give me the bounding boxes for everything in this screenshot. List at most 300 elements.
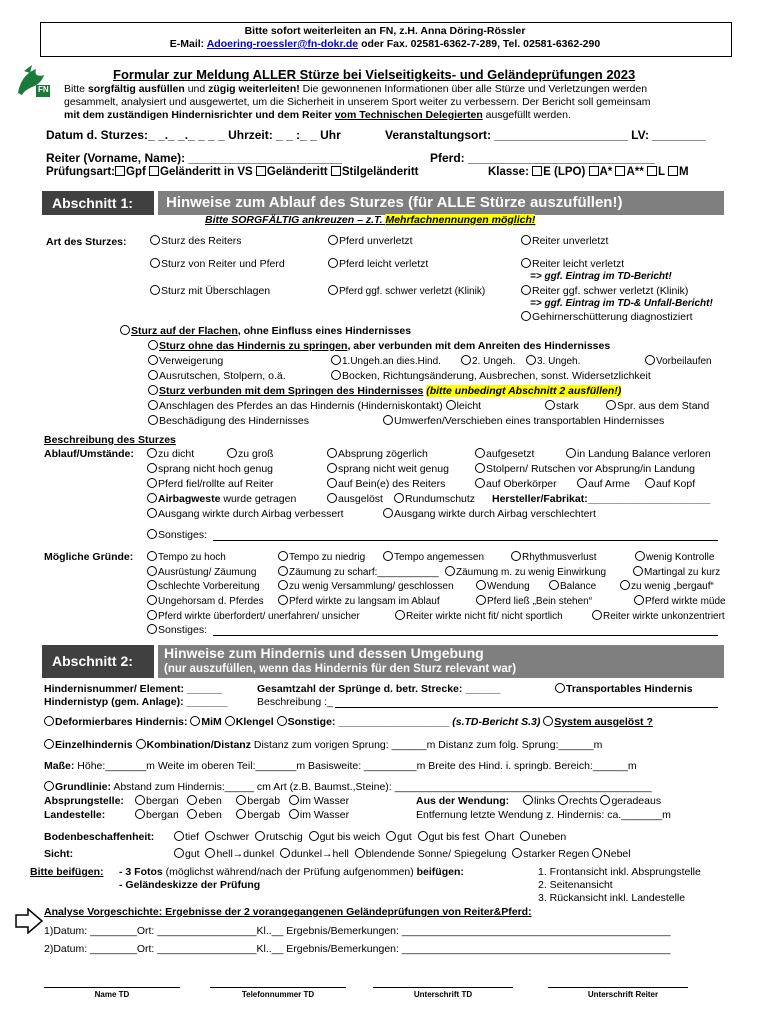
opt-reiter-schwer[interactable] xyxy=(521,285,688,297)
radio-icon[interactable] xyxy=(592,848,602,858)
opt-umwerfen[interactable] xyxy=(383,415,664,427)
radio-icon[interactable] xyxy=(147,508,157,518)
opt-label: Absprung zögerlich xyxy=(338,448,428,460)
radio-icon[interactable] xyxy=(147,624,157,634)
radio-icon[interactable] xyxy=(331,355,341,365)
opt-label: Wendung xyxy=(487,581,530,592)
checkbox-a[interactable] xyxy=(589,166,599,176)
checkbox-stil[interactable] xyxy=(331,166,341,176)
opt-nicht-fit[interactable] xyxy=(395,610,563,622)
radio-icon[interactable] xyxy=(328,235,338,245)
radio-icon[interactable] xyxy=(147,529,157,539)
opt-label: rechts xyxy=(568,795,598,807)
opt-bergauf[interactable] xyxy=(620,580,714,592)
radio-icon[interactable] xyxy=(645,355,655,365)
intro-3b: vom Technischen Delegierten xyxy=(334,109,483,121)
radio-icon[interactable] xyxy=(205,831,215,841)
sign-unterschrift-td: Unterschrift TD xyxy=(413,990,473,999)
intro-line1 xyxy=(64,83,647,95)
checkbox-m[interactable] xyxy=(668,166,678,176)
opt-label: Ausrüstung/ Zäumung xyxy=(158,567,257,578)
radio-icon[interactable] xyxy=(148,355,158,365)
radio-icon[interactable] xyxy=(225,716,235,726)
radio-icon[interactable] xyxy=(600,795,610,805)
radio-icon[interactable] xyxy=(150,235,160,245)
opt-ueberfordert[interactable] xyxy=(147,610,360,622)
opt-label: Sturz auf der Flachen xyxy=(131,325,238,337)
radio-icon[interactable] xyxy=(545,400,555,410)
opt-label: eben xyxy=(198,809,222,821)
radio-icon[interactable] xyxy=(278,566,288,576)
pferd-field[interactable]: Pferd: ____________________________ xyxy=(430,151,655,165)
intro-line3 xyxy=(64,109,571,121)
radio-icon[interactable] xyxy=(526,355,536,365)
opt-label: starker Regen xyxy=(523,848,590,860)
opt-sturz-reiter-pferd[interactable] xyxy=(150,258,285,270)
intro-3c: ausgefüllt werden. xyxy=(482,109,571,121)
opt-pferd-schwer[interactable] xyxy=(328,285,485,297)
wendung-opts xyxy=(523,795,661,807)
opt-label: Transportables Hindernis xyxy=(566,683,693,695)
radio-icon[interactable] xyxy=(44,716,54,726)
radio-icon[interactable] xyxy=(277,716,287,726)
radio-icon[interactable] xyxy=(135,795,145,805)
bf-beif: beifügen: xyxy=(416,866,464,878)
checkbox-a2[interactable] xyxy=(615,166,625,176)
radio-icon[interactable] xyxy=(549,580,559,590)
radio-icon[interactable] xyxy=(635,551,645,561)
opt-label: Sturz verbunden mit dem Springen des Hindernisses xyxy=(159,385,424,397)
radio-icon[interactable] xyxy=(150,285,160,295)
a2-label: A** xyxy=(626,166,644,178)
radio-icon[interactable] xyxy=(147,478,157,488)
radio-icon[interactable] xyxy=(255,831,265,841)
opt-label: Umwerfen/Verschieben eines transportablen Hindernisses xyxy=(394,415,665,427)
radio-icon[interactable] xyxy=(521,311,531,321)
vorgeschichte-2[interactable]: 2)Datum: ________Ort: _________________Kl..__ Ergebnis/Bemerkungen: ______________________________________________ xyxy=(44,943,671,955)
header-line2 xyxy=(0,38,770,50)
radio-icon[interactable] xyxy=(445,566,455,576)
hindernistyp-field[interactable]: Hindernistyp (gem. Anlage): _______ xyxy=(44,696,228,708)
opt-label-2: wurde getragen xyxy=(220,493,297,505)
radio-icon[interactable] xyxy=(327,493,337,503)
opt-label: bergab xyxy=(247,809,281,821)
opt-tempo-hoch[interactable] xyxy=(147,551,226,563)
klengel-label: Klengel xyxy=(235,716,274,728)
radio-icon[interactable] xyxy=(148,370,158,380)
radio-icon[interactable] xyxy=(475,463,485,473)
opt-label: auf Arme xyxy=(588,478,631,490)
opt-label: Sturz mit Überschlagen xyxy=(161,285,271,297)
radio-icon[interactable] xyxy=(148,400,158,410)
radio-icon[interactable] xyxy=(309,831,319,841)
masse-row xyxy=(44,760,637,772)
opt-zu-dicht[interactable] xyxy=(147,448,194,460)
opt-sonstiges-1[interactable] xyxy=(147,529,207,541)
distanz-fields[interactable]: Distanz zum vorigen Sprung: ______m Distanz zum folg. Sprung:______m xyxy=(253,739,603,751)
radio-icon[interactable] xyxy=(328,258,338,268)
opt-flach[interactable] xyxy=(120,325,411,337)
opt-vorbeilaufen[interactable] xyxy=(645,355,712,367)
radio-icon[interactable] xyxy=(147,580,157,590)
opt-label: stark xyxy=(556,400,579,412)
opt-pferd-fiel[interactable] xyxy=(147,478,274,490)
radio-icon[interactable] xyxy=(633,566,643,576)
grundlinie-fields[interactable]: Abstand zum Hindernis:_____ cm Art (z.B. Baumst.,Steine): ____________________________________________ xyxy=(111,781,652,793)
opt-label: eben xyxy=(198,795,222,807)
opt-label: Sturz des Reiters xyxy=(161,235,242,247)
checkbox-gelaendeVS[interactable] xyxy=(149,166,159,176)
opt-absprung[interactable] xyxy=(327,448,428,460)
opt-label: Balance xyxy=(560,581,597,592)
opt-muede[interactable] xyxy=(634,595,726,607)
opt-label: bergab xyxy=(247,795,281,807)
opt-wendung[interactable] xyxy=(476,580,530,592)
stil-label: Stilgeländeritt xyxy=(341,166,419,178)
intro-1a: Bitte xyxy=(64,83,88,95)
opt-kopf[interactable] xyxy=(645,478,695,490)
section1-subtitle xyxy=(205,214,535,226)
opt-label: Ausgang wirkte durch Airbag verbessert xyxy=(158,508,344,520)
radio-icon[interactable] xyxy=(280,848,290,858)
opt-label: bergan xyxy=(146,795,179,807)
radio-icon[interactable] xyxy=(327,448,337,458)
opt-label: geradeaus xyxy=(611,795,662,807)
opt-verweigerung[interactable] xyxy=(148,355,223,367)
opt-oberkoerper[interactable] xyxy=(475,478,557,490)
sign-tel-td: Telefonnummer TD xyxy=(241,990,315,999)
opt-label: sprang nicht hoch genug xyxy=(158,463,274,475)
boden-opts xyxy=(174,831,566,843)
radio-icon[interactable] xyxy=(475,448,485,458)
opt-mit-springen[interactable] xyxy=(148,385,621,397)
opt-label: schlechte Vorbereitung xyxy=(158,581,260,592)
opt-label: rutschig xyxy=(265,831,303,843)
radio-icon[interactable] xyxy=(148,340,158,350)
foto-3: 3. Rückansicht inkl. Landestelle xyxy=(538,892,686,904)
radio-icon[interactable] xyxy=(174,831,184,841)
opt-label: hart xyxy=(496,831,515,843)
sign-line-reiter[interactable] xyxy=(548,987,688,988)
radio-icon[interactable] xyxy=(147,448,157,458)
pruefungsart-row xyxy=(46,166,419,178)
opt-nicht-hoch[interactable] xyxy=(147,463,273,475)
opt-label: gut xyxy=(185,848,200,860)
opt-unkonzentriert[interactable] xyxy=(592,610,725,622)
opt-label: tief xyxy=(185,831,200,843)
opt-reiter-unverletzt[interactable] xyxy=(521,235,608,247)
radio-icon[interactable] xyxy=(566,448,576,458)
radio-icon[interactable] xyxy=(383,508,393,518)
radio-icon[interactable] xyxy=(383,551,393,561)
opt-transportabel[interactable] xyxy=(555,683,693,695)
radio-icon[interactable] xyxy=(150,258,160,268)
radio-icon[interactable] xyxy=(592,610,602,620)
intro-1e: Die gewonnenen Informationen über alle Stürze und Verletzungen werden xyxy=(299,83,648,95)
opt-wenig-kontrolle[interactable] xyxy=(635,551,714,563)
radio-icon[interactable] xyxy=(327,463,337,473)
beschreibung-field[interactable]: Beschreibung :_ xyxy=(257,696,333,708)
opt-label: auf Oberkörper xyxy=(486,478,557,490)
opt-label: wenig Kontrolle xyxy=(646,552,715,563)
hindernisnummer-field[interactable]: Hindernisnummer/ Element: ______ xyxy=(44,683,222,695)
opt-label: dunkel→hell xyxy=(291,848,349,860)
hersteller-field[interactable] xyxy=(492,493,710,505)
opt-rundum[interactable] xyxy=(394,493,475,505)
opt-label: Ausrutschen, Stolpern, o.ä. xyxy=(159,370,286,382)
opt-label: Tempo zu niedrig xyxy=(289,552,366,563)
checkbox-gpf[interactable] xyxy=(115,166,125,176)
landestelle-label: Landestelle: xyxy=(44,809,106,821)
opt-label: in Landung Balance verloren xyxy=(577,448,711,460)
radio-icon[interactable] xyxy=(44,781,54,791)
opt-ausruestung[interactable] xyxy=(147,566,256,578)
radio-icon[interactable] xyxy=(187,795,197,805)
gesamtzahl-field[interactable]: Gesamtzahl der Sprünge d. betr. Strecke: ______ xyxy=(257,683,501,695)
opt-1ungeh[interactable] xyxy=(331,355,441,367)
opt-bein[interactable] xyxy=(327,478,445,490)
radio-icon[interactable] xyxy=(278,580,288,590)
opt-zaeumung-wenig[interactable] xyxy=(445,566,606,578)
opt-rhythmus[interactable] xyxy=(511,551,596,563)
opt-label: Reiter wirkte unkonzentriert xyxy=(603,611,725,622)
radio-icon[interactable] xyxy=(446,400,456,410)
radio-icon[interactable] xyxy=(135,809,145,819)
opt-label: aufgesetzt xyxy=(486,448,535,460)
opt-martingal[interactable] xyxy=(633,566,720,578)
sign-line-name[interactable] xyxy=(44,987,180,988)
radio-icon[interactable] xyxy=(136,739,146,749)
opt-label: Verweigerung xyxy=(159,355,224,367)
email-link[interactable]: Adoering-roessler@fn-dokr.de xyxy=(206,38,359,50)
absprung-opts xyxy=(135,795,349,807)
radio-icon[interactable] xyxy=(476,595,486,605)
opt-aufgesetzt[interactable] xyxy=(475,448,534,460)
opt-label: im Wasser xyxy=(299,795,350,807)
radio-icon[interactable] xyxy=(521,285,531,295)
opt-ausgeloest[interactable] xyxy=(327,493,383,505)
opt-arme[interactable] xyxy=(577,478,630,490)
opt-tempo-angemessen[interactable] xyxy=(383,551,484,563)
opt-label-2: , ohne Einfluss eines Hindernisses xyxy=(237,325,412,337)
radio-icon[interactable] xyxy=(476,580,486,590)
radio-icon[interactable] xyxy=(148,415,158,425)
radio-icon[interactable] xyxy=(236,795,246,805)
radio-icon[interactable] xyxy=(485,831,495,841)
opt-pferd-leicht[interactable] xyxy=(328,258,428,270)
intro-1d: zügig weiterleiten! xyxy=(208,83,300,95)
reiter-field[interactable]: Reiter (Vorname, Name): _______________________ xyxy=(46,151,342,165)
radio-icon[interactable] xyxy=(555,683,565,693)
radio-icon[interactable] xyxy=(521,258,531,268)
checkbox-gelaende[interactable] xyxy=(256,166,266,176)
opt-tempo-niedrig[interactable] xyxy=(278,551,365,563)
radio-icon[interactable] xyxy=(190,716,200,726)
sonstiges-line-1[interactable] xyxy=(213,540,718,541)
sign-line-td[interactable] xyxy=(373,987,513,988)
radio-icon[interactable] xyxy=(355,848,365,858)
opt-label: Stolpern/ Rutschen vor Absprung/in Landung xyxy=(486,463,695,475)
radio-icon[interactable] xyxy=(120,325,130,335)
opt-versammlung[interactable] xyxy=(278,580,454,592)
opt-zaeumung-scharf[interactable] xyxy=(278,566,439,578)
opt-gehirnerschuetterung[interactable] xyxy=(521,311,693,323)
radio-icon[interactable] xyxy=(386,831,396,841)
opt-landung-balance[interactable] xyxy=(566,448,711,460)
opt-reiter-leicht[interactable] xyxy=(521,258,624,270)
opt-ueberschlagen[interactable] xyxy=(150,285,270,297)
opt-label: Martingal zu kurz xyxy=(644,567,721,578)
radio-icon[interactable] xyxy=(278,595,288,605)
beschreibung-line[interactable] xyxy=(335,707,718,708)
radio-icon[interactable] xyxy=(461,355,471,365)
opt-airbag[interactable] xyxy=(147,493,296,505)
opt-anschlagen[interactable] xyxy=(148,400,481,412)
sonstiges-line-2[interactable] xyxy=(213,635,718,636)
entfernung-field[interactable]: Entfernung letzte Wendung z. Hindernis: ca._______m xyxy=(416,809,671,821)
opt-airbag-schlechter[interactable] xyxy=(383,508,596,520)
gpf-label: Gpf xyxy=(126,166,146,178)
radio-icon[interactable] xyxy=(520,831,530,841)
opt-label: Reiter leicht verletzt xyxy=(532,258,625,270)
opt-airbag-besser[interactable] xyxy=(147,508,344,520)
opt-ohne-springen[interactable] xyxy=(148,340,610,352)
opt-label: bergan xyxy=(146,809,179,821)
opt-stolpern[interactable] xyxy=(475,463,695,475)
opt-label: 3. Ungeh. xyxy=(537,356,581,367)
checkbox-l[interactable] xyxy=(647,166,657,176)
opt-vorbereitung[interactable] xyxy=(147,580,260,592)
radio-icon[interactable] xyxy=(511,551,521,561)
radio-icon[interactable] xyxy=(512,848,522,858)
section2-header xyxy=(158,645,724,678)
opt-beschaedigung[interactable] xyxy=(148,415,309,427)
opt-label: Reiter ggf. schwer verletzt (Klinik) xyxy=(532,285,689,297)
radio-icon[interactable] xyxy=(289,795,299,805)
radio-icon[interactable] xyxy=(278,551,288,561)
sonstige-line[interactable]: ___________________ xyxy=(338,716,450,728)
radio-icon[interactable] xyxy=(418,831,428,841)
radio-icon[interactable] xyxy=(523,795,533,805)
opt-spr-stand[interactable] xyxy=(606,400,709,412)
radio-icon[interactable] xyxy=(236,809,246,819)
checkbox-e[interactable] xyxy=(532,166,542,176)
analyse-heading: Analyse Vorgeschichte: Ergebnisse der 2 vorangegangenen Geländeprüfungen von Reiter&Pferd: xyxy=(44,906,532,918)
radio-icon[interactable] xyxy=(328,285,338,295)
section2-title: Hinweise zum Hindernis und dessen Umgebung xyxy=(164,645,484,661)
radio-icon[interactable] xyxy=(645,478,655,488)
opt-3ungeh[interactable] xyxy=(526,355,580,367)
deform-label: Deformierbares Hindernis: xyxy=(55,716,188,728)
radio-icon[interactable] xyxy=(147,551,157,561)
opt-stark[interactable] xyxy=(545,400,579,412)
opt-label: Pferd wirkte müde xyxy=(645,596,726,607)
veranstaltung-field[interactable]: Veranstaltungsort: ____________________ LV: ________ xyxy=(385,128,706,142)
radio-icon[interactable] xyxy=(174,848,184,858)
radio-icon[interactable] xyxy=(383,415,393,425)
masse-label: Maße: xyxy=(44,760,75,772)
opt-label: gut bis weich xyxy=(319,831,381,843)
radio-icon[interactable] xyxy=(327,478,337,488)
radio-icon[interactable] xyxy=(577,478,587,488)
opt-bein-stehen[interactable] xyxy=(476,595,592,607)
radio-icon[interactable] xyxy=(187,809,197,819)
sub1: Bitte SORGFÄLTIG ankreuzen – z.T. xyxy=(205,214,386,226)
radio-icon[interactable] xyxy=(521,235,531,245)
radio-icon[interactable] xyxy=(394,493,404,503)
radio-icon[interactable] xyxy=(147,493,157,503)
opt-label: Reiter unverletzt xyxy=(532,235,609,247)
hint-td: => ggf. Eintrag im TD-Bericht! xyxy=(530,271,672,282)
opt-label: uneben xyxy=(531,831,567,843)
opt-label: Sturz von Reiter und Pferd xyxy=(161,258,285,270)
radio-icon[interactable] xyxy=(558,795,568,805)
radio-icon[interactable] xyxy=(475,478,485,488)
opt-ausrutschen[interactable] xyxy=(148,370,286,382)
opt-label: gut xyxy=(397,831,412,843)
opt-label: Ausgang wirkte durch Airbag verschlechtert xyxy=(394,508,596,520)
opt-ungehorsam[interactable] xyxy=(147,595,264,607)
fax-text: oder Fax. 02581-6362-7-289, Tel. 02581-6362-290 xyxy=(358,38,601,50)
hersteller-label: Hersteller/Fabrikat: xyxy=(492,493,588,505)
opt-nicht-weit[interactable] xyxy=(327,463,449,475)
opt-label: Pferd ließ „Bein stehen“ xyxy=(487,596,593,607)
radio-icon[interactable] xyxy=(147,566,157,576)
vorgeschichte-1[interactable]: 1)Datum: ________Ort: _________________Kl..__ Ergebnis/Bemerkungen: ______________________________________________ xyxy=(44,925,671,937)
opt-sonstiges-2[interactable] xyxy=(147,624,207,636)
opt-zu-gross[interactable] xyxy=(227,448,274,460)
radio-icon[interactable] xyxy=(395,610,405,620)
opt-sturz-reiter[interactable] xyxy=(150,235,242,247)
radio-icon[interactable] xyxy=(147,595,157,605)
radio-icon[interactable] xyxy=(331,370,341,380)
opt-bocken[interactable] xyxy=(331,370,651,382)
datum-field[interactable]: Datum d. Sturzes:_ _._ _._ _ _ _ Uhrzeit: _ _ :_ _ Uhr xyxy=(46,128,341,142)
opt-label: Tempo angemessen xyxy=(394,552,485,563)
opt-2ungeh[interactable] xyxy=(461,355,515,367)
radio-icon[interactable] xyxy=(205,848,215,858)
sign-line-tel[interactable] xyxy=(210,987,346,988)
radio-icon[interactable] xyxy=(543,716,553,726)
art-label: Art des Sturzes: xyxy=(46,236,127,248)
sicht-opts xyxy=(174,848,631,860)
radio-icon[interactable] xyxy=(227,448,237,458)
opt-label: zu wenig Versammlung/ geschlossen xyxy=(289,581,454,592)
radio-icon[interactable] xyxy=(606,400,616,410)
mim-label: MiM xyxy=(201,716,222,728)
l-label: L xyxy=(657,166,665,178)
radio-icon[interactable] xyxy=(148,385,158,395)
opt-label: Spr. aus dem Stand xyxy=(617,400,710,412)
masse-fields[interactable]: Höhe:_______m Weite im oberen Teil:_______m Basisweite: _________m Breite des Hind. i. springb. Bereich:______m xyxy=(77,760,637,772)
radio-icon[interactable] xyxy=(620,580,630,590)
opt-pferd-unverletzt[interactable] xyxy=(328,235,413,247)
opt-label: Pferd ggf. schwer verletzt (Klinik) xyxy=(339,286,486,297)
beifuegen-label: Bitte beifügen: xyxy=(30,866,104,878)
radio-icon[interactable] xyxy=(634,595,644,605)
opt-label: Ungehorsam d. Pferdes xyxy=(158,596,264,607)
radio-icon[interactable] xyxy=(147,463,157,473)
opt-label: Gehirnerschütterung diagnostiziert xyxy=(532,311,693,323)
opt-balance[interactable] xyxy=(549,580,596,592)
opt-langsam[interactable] xyxy=(278,595,440,607)
opt-label: links xyxy=(534,795,556,807)
radio-icon[interactable] xyxy=(44,739,54,749)
opt-label: Vorbeilaufen xyxy=(656,356,712,367)
radio-icon[interactable] xyxy=(289,809,299,819)
radio-icon[interactable] xyxy=(147,610,157,620)
beifuegen-line2: - Geländeskizze der Prüfung xyxy=(119,879,261,891)
